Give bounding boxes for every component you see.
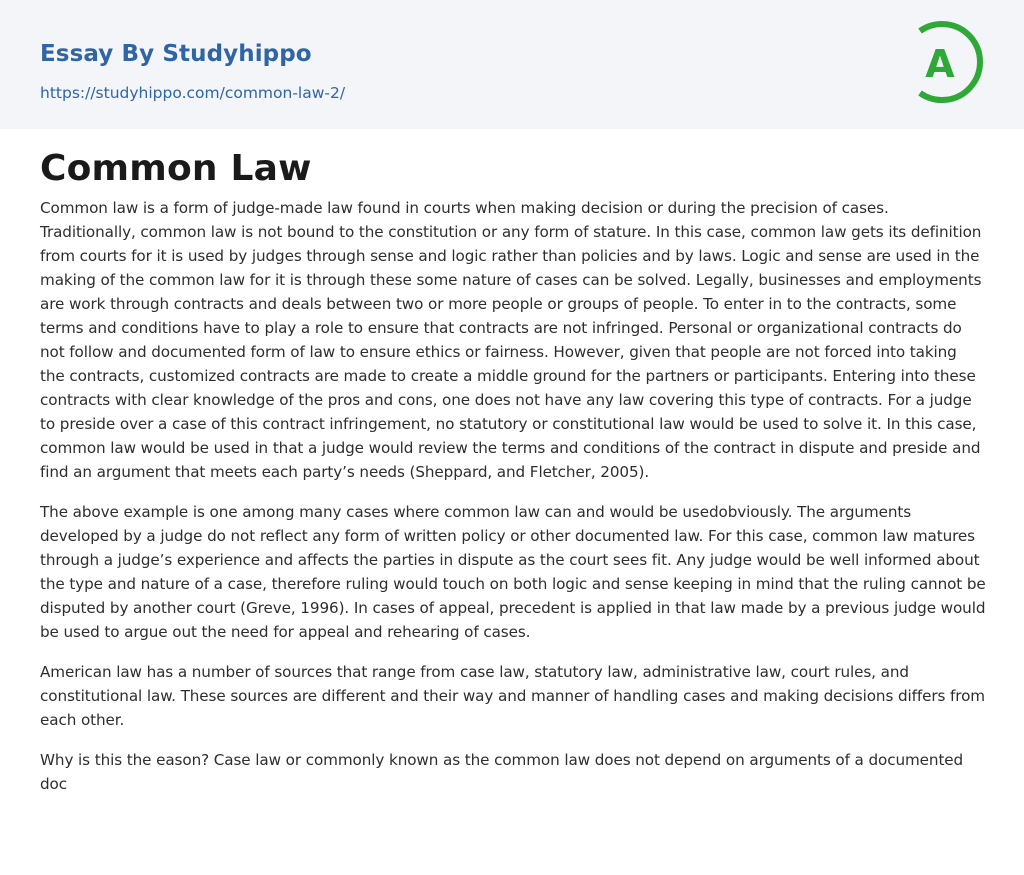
brand-title[interactable]: Essay By Studyhippo xyxy=(40,41,312,67)
essay-paragraph: American law has a number of sources that range from case law, statutory law, administrative law, court rules, and constitutional law. These sources are different and their way and manner of handling cases and making decisions differs from each other. xyxy=(40,663,986,729)
essay-paragraph: Common law is a form of judge-made law found in courts when making decision or during the precision of cases. Traditionally, common law is not bound to the constitution or any form of stature. In this case, common law gets its definition from courts for it is used by judges through sense and logic rather than policies and by laws. Logic and sense are used in the making of the common law for it is through these some nature of cases can be solved. Legally, businesses and employments are work through contracts and deals between two or more people or groups of people. To enter in to the contracts, some terms and conditions have to play a role to ensure that contracts are not infringed. Personal or organizational contracts do not follow and documented form of law to ensure ethics or fairness. However, given that people are not forced into taking the contracts, customized contracts are made to create a middle ground for the partners or participants. Entering into these contracts with clear knowledge of the pros and cons, one does not have any law covering this type of contracts. For a judge to preside over a case of this contract infringement, no statutory or constitutional law would be used to solve it. In this case, common law would be used in that a judge would review the terms and conditions of the contract in dispute and preside and find an argument that meets each party’s needs (Sheppard, and Fletcher, 2005). xyxy=(40,199,982,481)
source-url-link[interactable]: https://studyhippo.com/common-law-2/ xyxy=(40,84,346,102)
logo-letter: A xyxy=(925,42,955,86)
essay-paragraph: The above example is one among many cases where common law can and would be usedobviously. The arguments developed by a judge do not reflect any form of written policy or other documented law. For this case, common law matures through a judge’s experience and affects the parties in dispute as the court sees fit. Any judge would be well informed about the type and nature of a case, therefore ruling would touch on both logic and sense keeping in mind that the ruling cannot be disputed by another court (Greve, 1996). In cases of appeal, precedent is applied in that law made by a previous judge would be used to argue out the need for appeal and rehearing of cases. xyxy=(40,503,986,641)
site-header xyxy=(0,0,1024,129)
essay-body xyxy=(40,148,986,812)
studyhippo-logo-icon[interactable] xyxy=(912,19,988,105)
essay-paragraph: Why is this the eason? Case law or commonly known as the common law does not depend on arguments of a documented doc xyxy=(40,751,964,793)
essay-title: Common Law xyxy=(40,148,312,189)
